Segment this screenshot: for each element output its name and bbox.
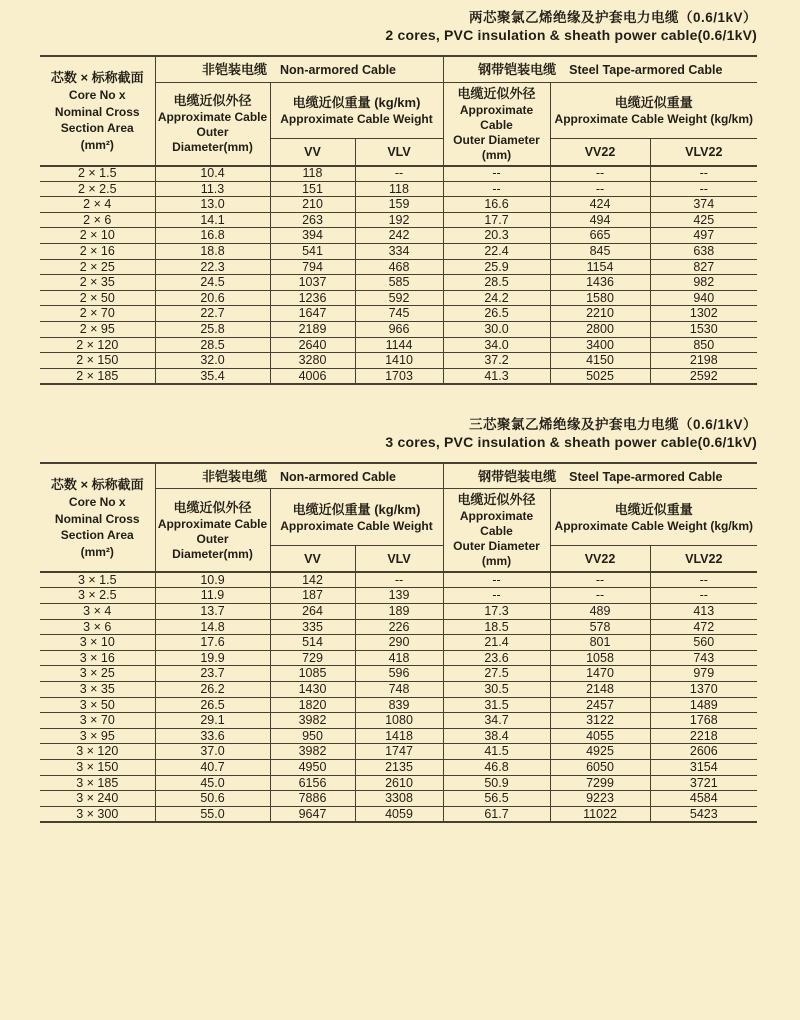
value-cell: 24.2	[443, 290, 550, 306]
value-cell: 845	[550, 243, 650, 259]
value-cell: 729	[270, 650, 355, 666]
table-row	[40, 181, 757, 197]
value-cell: 28.5	[443, 275, 550, 291]
value-cell: 46.8	[443, 759, 550, 775]
table-row	[40, 650, 757, 666]
table1-title-block	[40, 0, 757, 44]
value-cell: 30.0	[443, 321, 550, 337]
value-cell: 541	[270, 243, 355, 259]
table-row	[40, 713, 757, 729]
value-cell: 1747	[355, 744, 443, 760]
value-cell: 23.7	[155, 666, 270, 682]
value-cell: 413	[650, 604, 757, 620]
value-cell: 32.0	[155, 353, 270, 369]
value-cell: 839	[355, 697, 443, 713]
table-row	[40, 588, 757, 604]
value-cell: 850	[650, 337, 757, 353]
value-cell: 20.3	[443, 228, 550, 244]
value-cell: 9223	[550, 791, 650, 807]
table1-title-zh: 两芯聚氯乙烯绝缘及护套电力电缆（0.6/1kV）	[468, 10, 757, 25]
value-cell: --	[355, 166, 443, 182]
value-cell: 7299	[550, 775, 650, 791]
spec-cell: 3 × 16	[40, 650, 155, 666]
value-cell: 4055	[550, 728, 650, 744]
table-row	[40, 635, 757, 651]
armored-diameter-header: 电缆近似外径 Approximate Cable Outer Diameter (mm)	[443, 489, 550, 573]
section-3core-table	[0, 416, 800, 823]
spec-cell: 2 × 16	[40, 243, 155, 259]
value-cell: 1085	[270, 666, 355, 682]
value-cell: 335	[270, 619, 355, 635]
value-cell: 596	[355, 666, 443, 682]
armored-weight-header: 电缆近似重量 Approximate Cable Weight (kg/km)	[550, 489, 757, 546]
value-cell: 9647	[270, 806, 355, 822]
value-cell: 585	[355, 275, 443, 291]
value-cell: 4950	[270, 759, 355, 775]
value-cell: 26.5	[443, 306, 550, 322]
value-cell: 263	[270, 212, 355, 228]
table-row	[40, 791, 757, 807]
table2-title-block	[40, 416, 757, 451]
value-cell: 142	[270, 572, 355, 588]
value-cell: 290	[355, 635, 443, 651]
value-cell: 665	[550, 228, 650, 244]
value-cell: --	[355, 572, 443, 588]
spec-cell: 2 × 50	[40, 290, 155, 306]
value-cell: 3122	[550, 713, 650, 729]
value-cell: 1768	[650, 713, 757, 729]
value-cell: 23.6	[443, 650, 550, 666]
value-cell: 1080	[355, 713, 443, 729]
value-cell: 2592	[650, 368, 757, 384]
value-cell: 25.9	[443, 259, 550, 275]
value-cell: 1703	[355, 368, 443, 384]
table-row	[40, 275, 757, 291]
value-cell: 26.2	[155, 681, 270, 697]
value-cell: 2457	[550, 697, 650, 713]
spec-cell: 2 × 6	[40, 212, 155, 228]
value-cell: 497	[650, 228, 757, 244]
spec-cell: 2 × 185	[40, 368, 155, 384]
spec-cell: 3 × 120	[40, 744, 155, 760]
value-cell: 210	[270, 197, 355, 213]
value-cell: 374	[650, 197, 757, 213]
vlv-column-header: VLV	[355, 139, 443, 166]
table-row	[40, 228, 757, 244]
table-row	[40, 259, 757, 275]
armored-group-header: 钢带铠装电缆 Steel Tape-armored Cable	[443, 56, 757, 82]
value-cell: 27.5	[443, 666, 550, 682]
value-cell: 26.5	[155, 697, 270, 713]
value-cell: 21.4	[443, 635, 550, 651]
value-cell: 14.8	[155, 619, 270, 635]
value-cell: 30.5	[443, 681, 550, 697]
value-cell: 394	[270, 228, 355, 244]
value-cell: 1418	[355, 728, 443, 744]
value-cell: 264	[270, 604, 355, 620]
na-diameter-header: 电缆近似外径 Approximate Cable Outer Diameter(mm)	[155, 82, 270, 166]
spec-cell: 2 × 2.5	[40, 181, 155, 197]
spec-cell: 2 × 120	[40, 337, 155, 353]
spec-cell: 3 × 95	[40, 728, 155, 744]
value-cell: 6050	[550, 759, 650, 775]
value-cell: 25.8	[155, 321, 270, 337]
value-cell: 38.4	[443, 728, 550, 744]
table1-title-en: 2 cores, PVC insulation & sheath power cable(0.6/1kV)	[385, 27, 757, 43]
value-cell: 35.4	[155, 368, 270, 384]
table2-title-zh: 三芯聚氯乙烯绝缘及护套电力电缆（0.6/1kV）	[468, 416, 757, 432]
value-cell: 19.9	[155, 650, 270, 666]
value-cell: 424	[550, 197, 650, 213]
value-cell: 2606	[650, 744, 757, 760]
spec-cell: 2 × 4	[40, 197, 155, 213]
table-row	[40, 337, 757, 353]
spec-cell: 3 × 10	[40, 635, 155, 651]
value-cell: 5025	[550, 368, 650, 384]
spec-cell: 3 × 240	[40, 791, 155, 807]
value-cell: 827	[650, 259, 757, 275]
armored-weight-header: 电缆近似重量 Approximate Cable Weight (kg/km)	[550, 82, 757, 139]
value-cell: 45.0	[155, 775, 270, 791]
table1-header	[40, 56, 757, 166]
value-cell: --	[443, 588, 550, 604]
section-2core-table	[0, 0, 800, 385]
value-cell: 22.3	[155, 259, 270, 275]
non-armored-group-header: 非铠装电缆 Non-armored Cable	[155, 463, 443, 489]
value-cell: 33.6	[155, 728, 270, 744]
table-row	[40, 759, 757, 775]
value-cell: 22.4	[443, 243, 550, 259]
value-cell: 1470	[550, 666, 650, 682]
spec-cell: 3 × 1.5	[40, 572, 155, 588]
value-cell: 41.3	[443, 368, 550, 384]
value-cell: --	[550, 588, 650, 604]
vlv22-column-header: VLV22	[650, 545, 757, 572]
non-armored-group-header: 非铠装电缆 Non-armored Cable	[155, 56, 443, 82]
spec-cell: 3 × 35	[40, 681, 155, 697]
vv-column-header: VV	[270, 545, 355, 572]
spec-cell: 2 × 70	[40, 306, 155, 322]
value-cell: 18.5	[443, 619, 550, 635]
value-cell: 950	[270, 728, 355, 744]
value-cell: 1410	[355, 353, 443, 369]
spec-cell: 3 × 2.5	[40, 588, 155, 604]
spec-column-header: 芯数 × 标称截面 Core No x Nominal Cross Section Area (mm²)	[40, 463, 155, 573]
value-cell: 1236	[270, 290, 355, 306]
value-cell: 638	[650, 243, 757, 259]
value-cell: 1580	[550, 290, 650, 306]
value-cell: 578	[550, 619, 650, 635]
value-cell: 2610	[355, 775, 443, 791]
value-cell: 748	[355, 681, 443, 697]
value-cell: --	[650, 181, 757, 197]
value-cell: 17.7	[443, 212, 550, 228]
value-cell: 2148	[550, 681, 650, 697]
value-cell: 745	[355, 306, 443, 322]
value-cell: 2218	[650, 728, 757, 744]
spec-cell: 2 × 10	[40, 228, 155, 244]
value-cell: --	[650, 588, 757, 604]
table-row	[40, 744, 757, 760]
value-cell: 50.6	[155, 791, 270, 807]
value-cell: 14.1	[155, 212, 270, 228]
value-cell: 3400	[550, 337, 650, 353]
value-cell: --	[443, 181, 550, 197]
value-cell: 37.0	[155, 744, 270, 760]
value-cell: 4925	[550, 744, 650, 760]
cable-spec-table-3core	[40, 462, 757, 823]
value-cell: 118	[270, 166, 355, 182]
value-cell: 41.5	[443, 744, 550, 760]
value-cell: 2640	[270, 337, 355, 353]
spec-cell: 3 × 300	[40, 806, 155, 822]
value-cell: 34.7	[443, 713, 550, 729]
value-cell: 1530	[650, 321, 757, 337]
value-cell: 17.6	[155, 635, 270, 651]
value-cell: 187	[270, 588, 355, 604]
value-cell: 1370	[650, 681, 757, 697]
value-cell: 22.7	[155, 306, 270, 322]
value-cell: 1430	[270, 681, 355, 697]
table2-title-en: 3 cores, PVC insulation & sheath power cable(0.6/1kV)	[385, 433, 757, 450]
value-cell: 468	[355, 259, 443, 275]
na-weight-header: 电缆近似重量 (kg/km) Approximate Cable Weight	[270, 82, 443, 139]
value-cell: --	[550, 181, 650, 197]
table-row	[40, 806, 757, 822]
table2-header	[40, 463, 757, 573]
value-cell: 10.9	[155, 572, 270, 588]
value-cell: 17.3	[443, 604, 550, 620]
value-cell: 1647	[270, 306, 355, 322]
spec-cell: 2 × 25	[40, 259, 155, 275]
value-cell: 1302	[650, 306, 757, 322]
table-row	[40, 697, 757, 713]
value-cell: 2800	[550, 321, 650, 337]
value-cell: 56.5	[443, 791, 550, 807]
vlv-column-header: VLV	[355, 545, 443, 572]
spec-cell: 2 × 95	[40, 321, 155, 337]
value-cell: 139	[355, 588, 443, 604]
value-cell: 6156	[270, 775, 355, 791]
spec-cell: 3 × 150	[40, 759, 155, 775]
table-row	[40, 681, 757, 697]
value-cell: 61.7	[443, 806, 550, 822]
value-cell: 418	[355, 650, 443, 666]
value-cell: 192	[355, 212, 443, 228]
value-cell: 514	[270, 635, 355, 651]
value-cell: 489	[550, 604, 650, 620]
value-cell: 494	[550, 212, 650, 228]
table-row	[40, 604, 757, 620]
spec-cell: 3 × 6	[40, 619, 155, 635]
value-cell: 1037	[270, 275, 355, 291]
value-cell: 560	[650, 635, 757, 651]
vv22-column-header: VV22	[550, 545, 650, 572]
spec-cell: 3 × 4	[40, 604, 155, 620]
spec-cell: 3 × 70	[40, 713, 155, 729]
value-cell: 3982	[270, 713, 355, 729]
value-cell: 118	[355, 181, 443, 197]
value-cell: 4584	[650, 791, 757, 807]
value-cell: 34.0	[443, 337, 550, 353]
table-row	[40, 197, 757, 213]
value-cell: 16.6	[443, 197, 550, 213]
value-cell: 40.7	[155, 759, 270, 775]
value-cell: 801	[550, 635, 650, 651]
table2-body	[40, 572, 757, 822]
value-cell: 18.8	[155, 243, 270, 259]
value-cell: --	[650, 572, 757, 588]
value-cell: 1489	[650, 697, 757, 713]
value-cell: 226	[355, 619, 443, 635]
value-cell: 592	[355, 290, 443, 306]
value-cell: 20.6	[155, 290, 270, 306]
value-cell: 2198	[650, 353, 757, 369]
value-cell: --	[550, 166, 650, 182]
table-row	[40, 572, 757, 588]
na-weight-header: 电缆近似重量 (kg/km) Approximate Cable Weight	[270, 489, 443, 546]
value-cell: 1154	[550, 259, 650, 275]
value-cell: 16.8	[155, 228, 270, 244]
spec-column-header: 芯数 × 标称截面 Core No x Nominal Cross Section Area (mm²)	[40, 56, 155, 166]
armored-group-header: 钢带铠装电缆 Steel Tape-armored Cable	[443, 463, 757, 489]
table-row	[40, 666, 757, 682]
value-cell: 1820	[270, 697, 355, 713]
value-cell: 55.0	[155, 806, 270, 822]
value-cell: 37.2	[443, 353, 550, 369]
value-cell: 7886	[270, 791, 355, 807]
value-cell: 743	[650, 650, 757, 666]
table-row	[40, 619, 757, 635]
value-cell: 940	[650, 290, 757, 306]
table-row	[40, 243, 757, 259]
value-cell: --	[443, 166, 550, 182]
table-row	[40, 166, 757, 182]
value-cell: 29.1	[155, 713, 270, 729]
value-cell: --	[650, 166, 757, 182]
value-cell: 50.9	[443, 775, 550, 791]
table-row	[40, 775, 757, 791]
table-row	[40, 353, 757, 369]
table1-body	[40, 166, 757, 384]
table-row	[40, 368, 757, 384]
value-cell: --	[550, 572, 650, 588]
value-cell: 11.9	[155, 588, 270, 604]
value-cell: 4006	[270, 368, 355, 384]
value-cell: 24.5	[155, 275, 270, 291]
value-cell: 425	[650, 212, 757, 228]
value-cell: 31.5	[443, 697, 550, 713]
value-cell: 242	[355, 228, 443, 244]
table-row	[40, 290, 757, 306]
value-cell: 1058	[550, 650, 650, 666]
value-cell: --	[443, 572, 550, 588]
value-cell: 11022	[550, 806, 650, 822]
value-cell: 10.4	[155, 166, 270, 182]
value-cell: 3308	[355, 791, 443, 807]
vv22-column-header: VV22	[550, 139, 650, 166]
value-cell: 3280	[270, 353, 355, 369]
value-cell: 4150	[550, 353, 650, 369]
value-cell: 13.7	[155, 604, 270, 620]
spec-cell: 2 × 1.5	[40, 166, 155, 182]
spec-cell: 2 × 35	[40, 275, 155, 291]
table-row	[40, 212, 757, 228]
spec-cell: 3 × 50	[40, 697, 155, 713]
value-cell: 794	[270, 259, 355, 275]
spec-cell: 3 × 25	[40, 666, 155, 682]
table-row	[40, 321, 757, 337]
cable-spec-table-2core	[40, 55, 757, 385]
vlv22-column-header: VLV22	[650, 139, 757, 166]
value-cell: 979	[650, 666, 757, 682]
value-cell: 3982	[270, 744, 355, 760]
vv-column-header: VV	[270, 139, 355, 166]
value-cell: 28.5	[155, 337, 270, 353]
value-cell: 2189	[270, 321, 355, 337]
value-cell: 4059	[355, 806, 443, 822]
value-cell: 966	[355, 321, 443, 337]
value-cell: 982	[650, 275, 757, 291]
value-cell: 334	[355, 243, 443, 259]
value-cell: 1144	[355, 337, 443, 353]
value-cell: 159	[355, 197, 443, 213]
value-cell: 1436	[550, 275, 650, 291]
value-cell: 13.0	[155, 197, 270, 213]
table-row	[40, 728, 757, 744]
value-cell: 472	[650, 619, 757, 635]
table-row	[40, 306, 757, 322]
spec-cell: 2 × 150	[40, 353, 155, 369]
value-cell: 2210	[550, 306, 650, 322]
value-cell: 3154	[650, 759, 757, 775]
spec-cell: 3 × 185	[40, 775, 155, 791]
value-cell: 11.3	[155, 181, 270, 197]
value-cell: 5423	[650, 806, 757, 822]
na-diameter-header: 电缆近似外径 Approximate Cable Outer Diameter(mm)	[155, 489, 270, 573]
value-cell: 2135	[355, 759, 443, 775]
value-cell: 3721	[650, 775, 757, 791]
armored-diameter-header: 电缆近似外径 Approximate Cable Outer Diameter (mm)	[443, 82, 550, 166]
value-cell: 189	[355, 604, 443, 620]
value-cell: 151	[270, 181, 355, 197]
